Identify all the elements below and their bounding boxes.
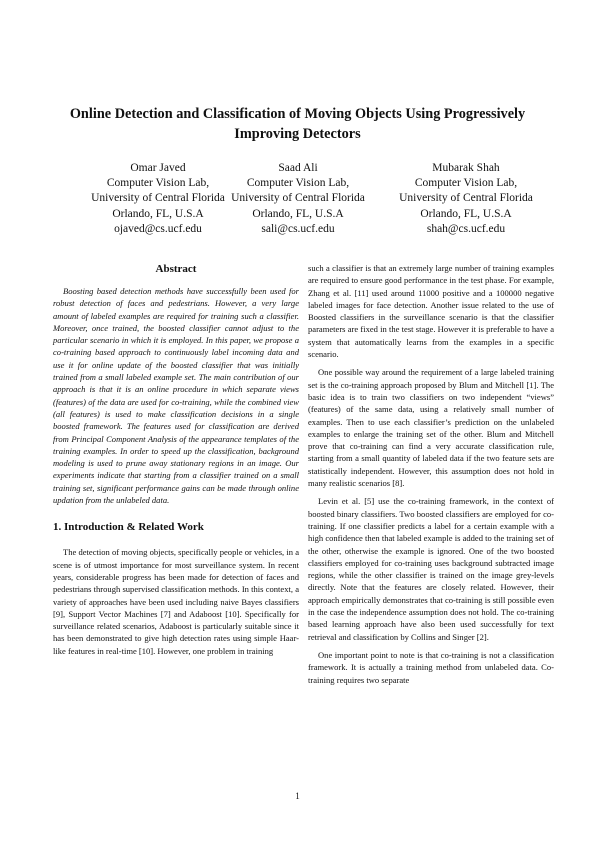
right-column	[308, 262, 554, 692]
paper-title: Online Detection and Classification of Moving Objects Using Progressively Improving Detectors	[69, 106, 526, 142]
author-block-2	[208, 161, 388, 237]
left-column	[53, 262, 299, 663]
body-paragraph: such a classifier is that an extremely large number of training examples are required to ensure good performance in the test phase. For example, Zhang et al. [11] used around 11000 positive and a 100000 negative labeled images for face detection. Another issue related to the use of Boosted classifiers in the surveillance scenario is that the classifier parameters are fixed in the test stage. However it is preferable to have a system that automatically learns from the examples in a specific scenario.	[308, 263, 554, 360]
author-email: shah@cs.ucf.edu	[426, 222, 506, 235]
author-name: Mubarak Shah	[432, 162, 500, 174]
author-university: University of Central Florida	[91, 192, 225, 205]
body-paragraph: One important point to note is that co-training is not a classification framework. It is actually a training method from unlabeled data. Co-training requires two separate	[308, 649, 554, 685]
author-affiliation: Computer Vision Lab,	[246, 177, 350, 190]
page-number: 1	[295, 791, 300, 801]
abstract-text: Boosting based detection methods have successfully been used for robust detection of faces and pedestrians. However, a very large amount of labeled examples are required for training such a classifier. Moreover, once trained, the boosted classifier cannot adjust to the particular scenario in which it is employed. In this paper, we propose a co-training based approach to continuously label incoming data and use it for online update of the boosted classifier that was initially trained from a small labeled example set. The main contribution of our approach is that it is an online procedure in which separate views (features) of the data are used for co-training, while the combined view (all features) is used to make classification decisions in a single boosted framework. The features used for classification are derived from Principal Component Analysis of the appearance templates of the training examples. In order to speed up the classification, background modeling is used to prune away stationary regions in an image. Our experiments indicate that starting from a classifier trained on a small training set, significant performance gains can be made through online updation from the unlabeled data.	[53, 286, 299, 506]
author-university: University of Central Florida	[231, 192, 365, 205]
body-paragraph: The detection of moving objects, specifically people or vehicles, in a scene is of utmost importance for most surveillance system. In recent years, considerable progress has been made for detection of faces and pedestrians through supervised classification methods. In this context, a variety of approaches have been used including naive Bayes classifiers [9], Support Vector Machines [7] and Adaboost [10]. Specifically for surveillance related scenarios, Adaboost is particularly suitable since it has been demonstrated to give high detection rates using simple Haar-like features in real-time [10]. However, one problem in training	[53, 547, 299, 656]
author-location: Orlando, FL, U.S.A	[252, 207, 344, 220]
author-block-3	[376, 161, 556, 237]
author-university: University of Central Florida	[399, 192, 533, 205]
author-email: ojaved@cs.ucf.edu	[114, 222, 202, 235]
author-affiliation: Computer Vision Lab,	[414, 177, 518, 190]
author-affiliation: Computer Vision Lab,	[106, 177, 210, 190]
body-paragraph: Levin et al. [5] use the co-training framework, in the context of boosted binary classifiers. Two boosted classifiers are employed for co-training. If one classifier predicts a label for a certain example with a high confidence then that labeled example is added to the training set of the other, otherwise the example is ignored. One of the two boosted classifiers employed for co-training uses background subtracted image regions, while the other classifier is trained on the image grey-levels directly. Note that the features are closely related. However, their approach empirically demonstrates that co-training is still possible even in the case the independence assumption does not hold. The co-training based learning approach have also been used successfully for text retrieval and classification by Collins and Singer [2].	[308, 496, 554, 642]
author-name: Omar Javed	[130, 162, 186, 174]
author-location: Orlando, FL, U.S.A	[420, 207, 512, 220]
section-heading: 1. Introduction & Related Work	[53, 521, 204, 534]
author-email: sali@cs.ucf.edu	[261, 222, 335, 235]
author-location: Orlando, FL, U.S.A	[112, 207, 204, 220]
body-paragraph: One possible way around the requirement of a large labeled training set is the co-training approach proposed by Blum and Mitchell [1]. The basic idea is to train two classifiers on two independent “views” (features) of the same data, using a relatively small number of examples. Then to use each classifier’s prediction on the unlabeled examples to enlarge the training set of the other. Blum and Mitchell prove that co-training can find a very accurate classification rule, starting from a small quantity of labeled data if the two feature sets are statistically independent. However, this assumption does not hold in many realistic scenarios [8].	[308, 367, 554, 489]
author-name: Saad Ali	[278, 162, 318, 174]
abstract-heading: Abstract	[155, 263, 197, 275]
